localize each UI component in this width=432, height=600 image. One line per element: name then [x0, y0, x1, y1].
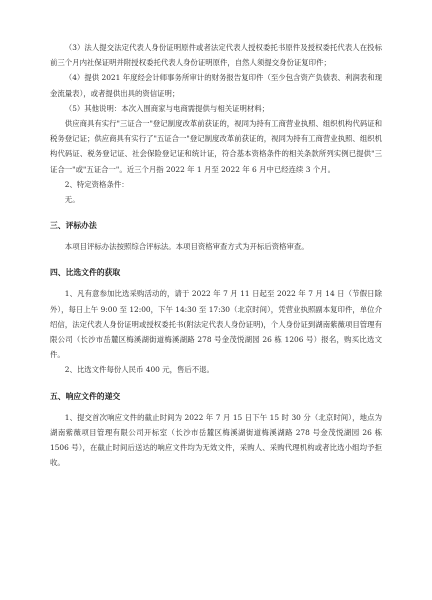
unified-license-note: 供应商具有实行"三证合一"登记制度改革前获证的，视同为持有工商营业执照、组织机构代码证和税务登记证；供应商具有实行了"五证合一"登记制度改革前获证的，视同为持有工商营业执照、组织机构代码证、税务登记证、社会保险登记证和统计证，符合基本资格条件的相关条款所列实例已提供"三证合一"或"五证合一"。近三个月指 2022 年 1 月至 2022 年 6 月中已经连续 3 个月。 — [50, 119, 383, 174]
special-qualification-title: 2、特定资格条件： — [64, 179, 129, 189]
special-qualification-none: 无。 — [64, 195, 80, 205]
requirement-5: （5）其他说明：本次入围商家与电商需提供与相关证明材料； — [64, 103, 270, 113]
section-5-para-1: 1、提交首次响应文件的截止时间为 2022 年 7 月 15 日下午 15 时 30 分（北京时间），地点为湖南紫薇项目管理有限公司开标室（长沙市岳麓区梅溪湖街道梅溪湖路 278 号金茂悦湖园 26 栋 1506 号），在截止时间后送达的响应文件均为无效文件，采购人、采购代理机构或者比选小组均予拒收。 — [50, 412, 382, 468]
section-4-para-2: 2、比选文件每份人民币 400 元，售后不退。 — [64, 365, 214, 375]
section-3-body: 本项目评标办法按照综合评标法。本项目资格审查方式为开标后资格审查。 — [64, 242, 309, 252]
section-3-title: 三、评标办法 — [50, 221, 97, 231]
requirement-3: （3）法人提交法定代表人身份证明原件或者法定代表人授权委托书原件及授权委托代表人在投标前三个月内社保证明并附授权委托代表人身份证明原件，自然人须提交身份证复印件； — [50, 43, 382, 68]
section-4-para-1: 1、凡有意参加比选采购活动的，请于 2022 年 7 月 11 日起至 2022 年 7 月 14 日（节假日除外），每日上午 9:00 至 12:00，下午 14:30 至 17:30（北京时间），凭营业执照副本复印件，单位介绍信，法定代表人身份证明或授权委托书(附法定代表人身份证明)，个人身份证到湖南紫薇项目管理有限公司（长沙市岳麓区梅溪湖街道梅溪湖路 278 号金茂悦湖园 26 栋 1206 号）报名，购买比选文件。 — [50, 289, 382, 360]
section-4-title: 四、比选文件的获取 — [50, 268, 121, 278]
section-5-title: 五、响应文件的递交 — [50, 391, 121, 401]
requirement-4: （4）提供 2021 年度经会计师事务所审计的财务报告复印件（至少包含资产负债表、利润表和现金流量表），或者提供出具的资信证明； — [50, 73, 382, 98]
